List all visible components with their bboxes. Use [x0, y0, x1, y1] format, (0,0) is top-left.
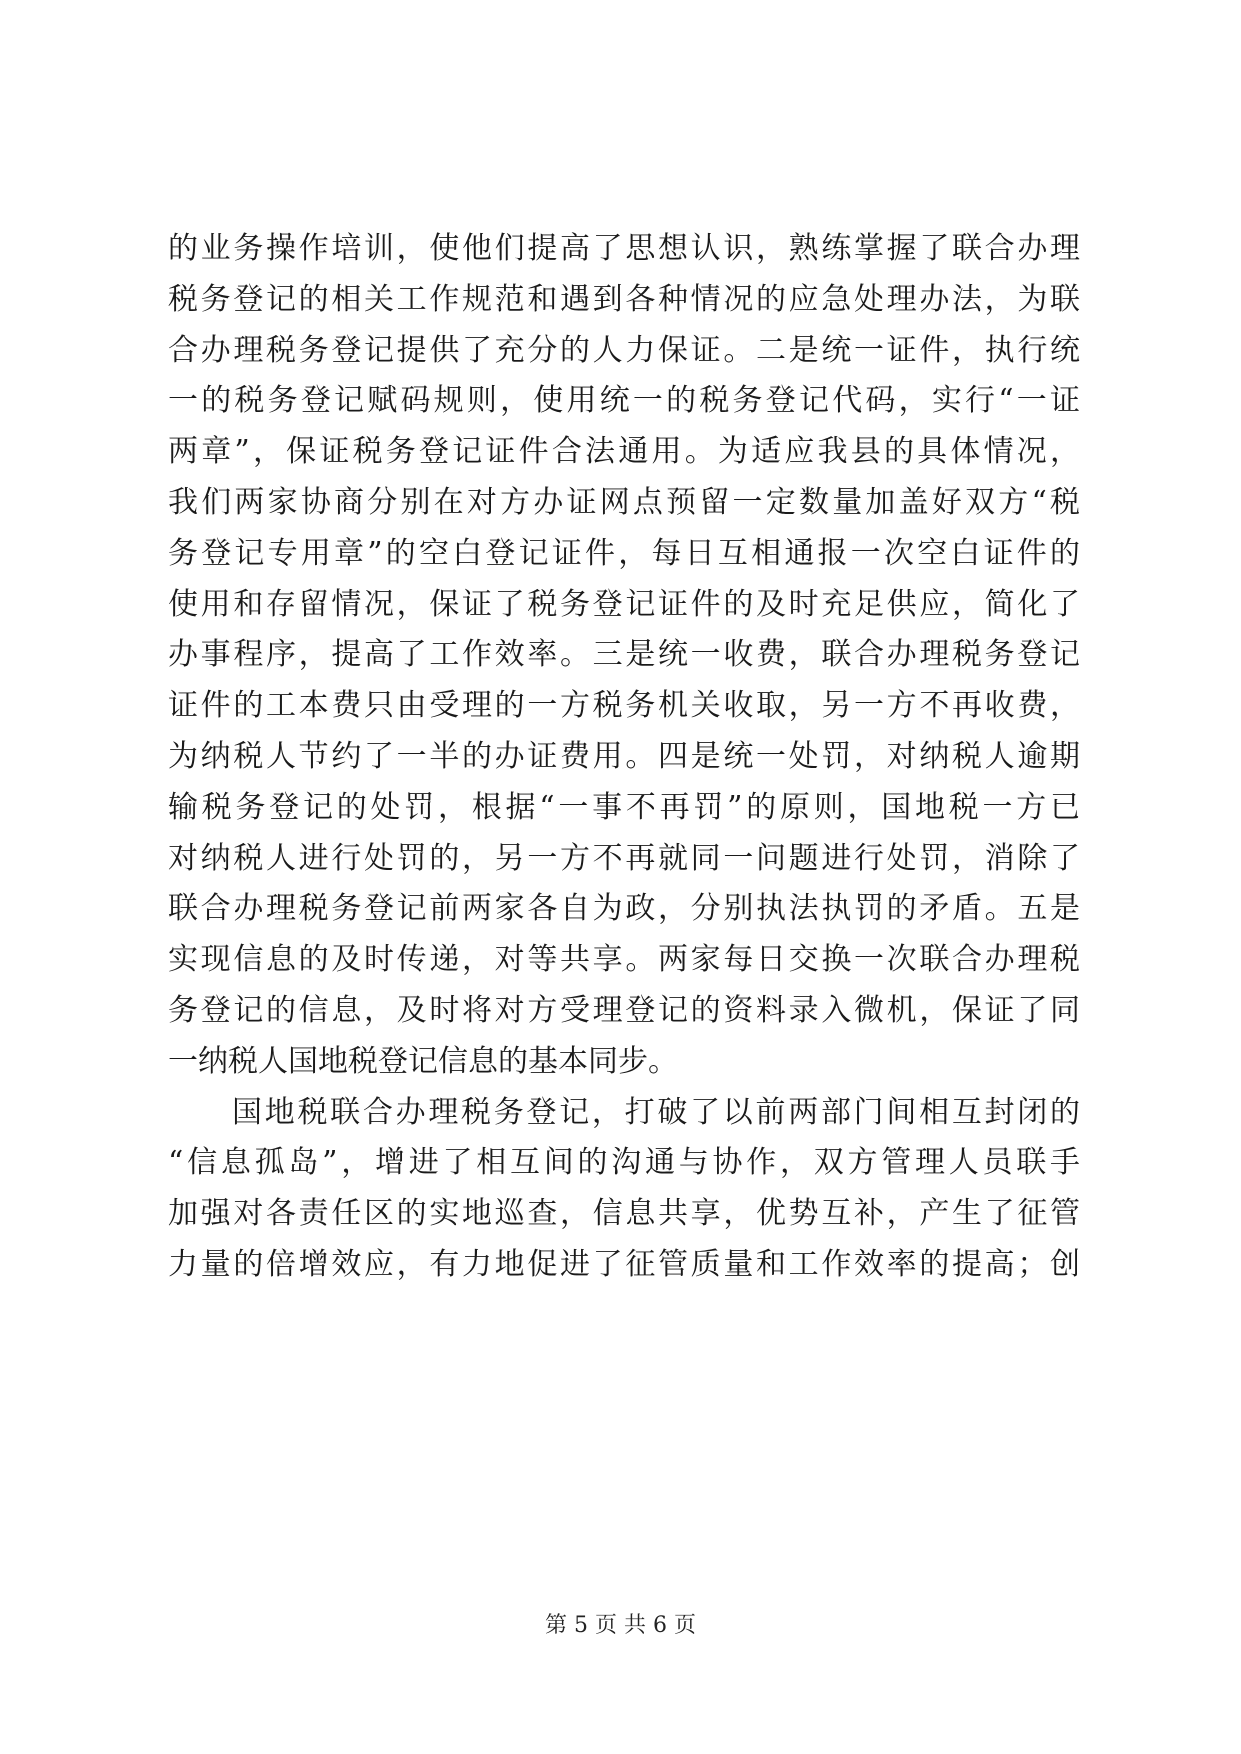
text-line: 一的税务登记赋码规则，使用统一的税务登记代码，实行“一证	[168, 383, 1080, 419]
text-line: 的业务操作培训，使他们提高了思想认识，熟练掌握了联合办理	[168, 231, 1080, 266]
text-line: 联合办理税务登记前两家各自为政，分别执法执罚的矛盾。五是	[168, 891, 1080, 927]
text-line: 办事程序，提高了工作效率。三是统一收费，联合办理税务登记	[168, 637, 1080, 673]
page-number-footer: 第 5 页 共 6 页	[545, 1613, 696, 1638]
text-line: 合办理税务登记提供了充分的人力保证。二是统一证件，执行统	[168, 332, 1080, 368]
text-line: 务登记专用章”的空白登记证件，每日互相通报一次空白证件的	[168, 535, 1080, 571]
text-line: 对纳税人进行处罚的，另一方不再就同一问题进行处罚，消除了	[168, 840, 1080, 876]
text-line: 两章”，保证税务登记证件合法通用。为适应我县的具体情况，	[168, 434, 1080, 470]
body-text	[168, 224, 1080, 1291]
text-line: 输税务登记的处罚，根据“一事不再罚”的原则，国地税一方已	[168, 789, 1080, 825]
text-line: 加强对各责任区的实地巡查，信息共享，优势互补，产生了征管	[168, 1196, 1080, 1232]
text-line: 为纳税人节约了一半的办证费用。四是统一处罚，对纳税人逾期	[168, 738, 1080, 774]
paragraph-start-line: 国地税联合办理税务登记，打破了以前两部门间相互封闭的	[232, 1094, 1080, 1130]
text-line: 我们两家协商分别在对方办证网点预留一定数量加盖好双方“税	[168, 484, 1080, 520]
paragraph-end-line: 一纳税人国地税登记信息的基本同步。	[168, 1043, 678, 1079]
text-line: 务登记的信息，及时将对方受理登记的资料录入微机，保证了同	[168, 992, 1080, 1028]
text-line: “信息孤岛”，增进了相互间的沟通与协作，双方管理人员联手	[168, 1145, 1080, 1181]
text-line: 税务登记的相关工作规范和遇到各种情况的应急处理办法，为联	[168, 281, 1080, 317]
text-line: 实现信息的及时传递，对等共享。两家每日交换一次联合办理税	[168, 942, 1080, 978]
text-line: 使用和存留情况，保证了税务登记证件的及时充足供应，简化了	[168, 586, 1080, 622]
text-line: 力量的倍增效应，有力地促进了征管质量和工作效率的提高；创	[168, 1246, 1080, 1282]
text-line: 证件的工本费只由受理的一方税务机关收取，另一方不再收费，	[168, 688, 1080, 724]
